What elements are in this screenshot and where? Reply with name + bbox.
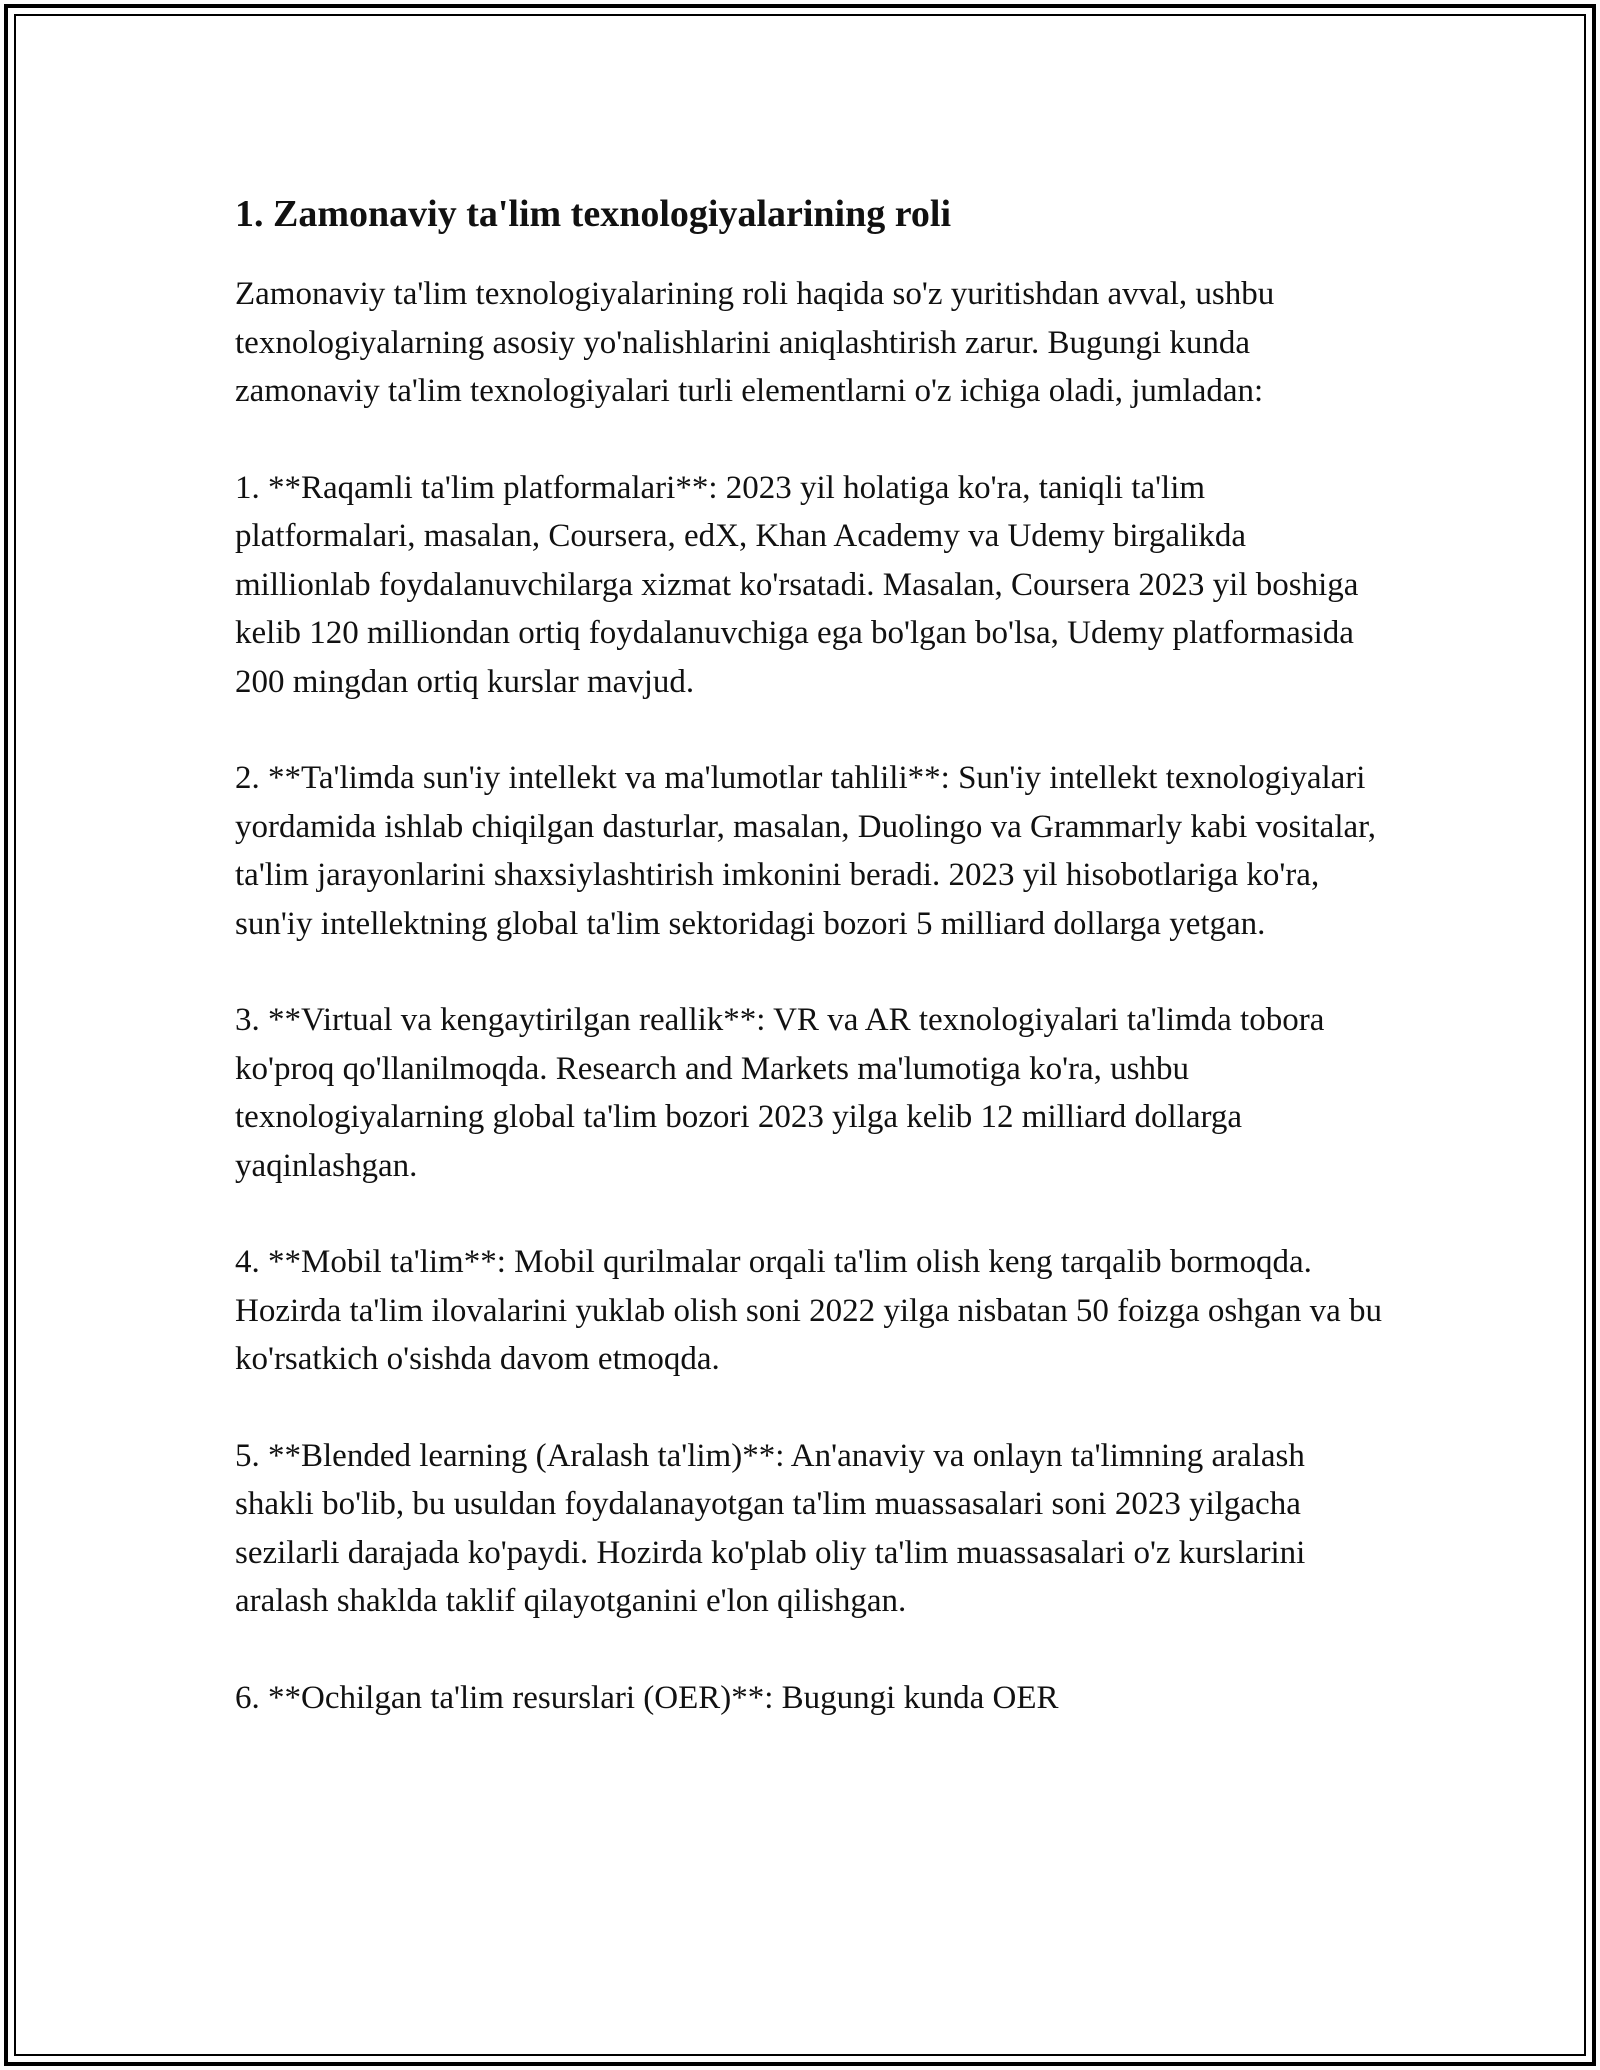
list-item-5: 5. **Blended learning (Aralash ta'lim)**: An'anaviy va onlayn ta'limning aralash shakli bo'lib, bu usuldan foydalanayotgan ta'lim muassasalari soni 2023 yilgacha sezilarli darajada ko'paydi. Hozirda ko'plab oliy ta'lim muassasalari o'z kurslarini aralash shaklda taklif qilayotganini e'lon qilishgan. [235, 1437, 1306, 1619]
list-item-3: 3. **Virtual va kengaytirilgan reallik**: VR va AR texnologiyalari ta'limda tobora ko'proq qo'llanilmoqda. Research and Markets ma'lumotiga ko'ra, ushbu texnologiyalarning global ta'lim bozori 2023 yilga kelib 12 milliard dollarga yaqinlashgan. [235, 1002, 1325, 1184]
list-item-4: 4. **Mobil ta'lim**: Mobil qurilmalar orqali ta'lim olish keng tarqalib bormoqda. Hozirda ta'lim ilovalarini yuklab olish soni 2022 yilga nisbatan 50 foizga oshgan va bu ko'rsatkich o'sishda davom etmoqda. [235, 1244, 1382, 1377]
list-item-6: 6. **Ochilgan ta'lim resurslari (OER)**: Bugungi kunda OER [235, 1679, 1059, 1716]
list-item-1: 1. **Raqamli ta'lim platformalari**: 2023 yil holatiga ko'ra, taniqli ta'lim platformalari, masalan, Coursera, edX, Khan Academy va Udemy birgalikda millionlab foydalanuvchilarga xizmat ko'rsatadi. Masalan, Coursera 2023 yil boshiga kelib 120 milliondan ortiq foydalanuvchiga ega bo'lgan bo'lsa, Udemy platformasida 200 mingdan ortiq kurslar mavjud. [235, 469, 1359, 700]
section-heading: 1. Zamonaviy ta'lim texnologiyalarining roli [235, 193, 952, 235]
intro-paragraph: Zamonaviy ta'lim texnologiyalarining roli haqida so'z yuritishdan avval, ushbu texnologiyalarning asosiy yo'nalishlarini aniqlashtirish zarur. Bugungi kunda zamonaviy ta'lim texnologiyalari turli elementlarni o'z ichiga oladi, jumladan: [235, 276, 1275, 409]
document-body [235, 186, 1395, 1770]
list-item-2: 2. **Ta'limda sun'iy intellekt va ma'lumotlar tahlili**: Sun'iy intellekt texnologiyalari yordamida ishlab chiqilgan dasturlar, masalan, Duolingo va Grammarly kabi vositalar, ta'lim jarayonlarini shaxsiylashtirish imkonini beradi. 2023 yil hisobotlariga ko'ra, sun'iy intellektning global ta'lim sektoridagi bozori 5 milliard dollarga yetgan. [235, 760, 1377, 942]
